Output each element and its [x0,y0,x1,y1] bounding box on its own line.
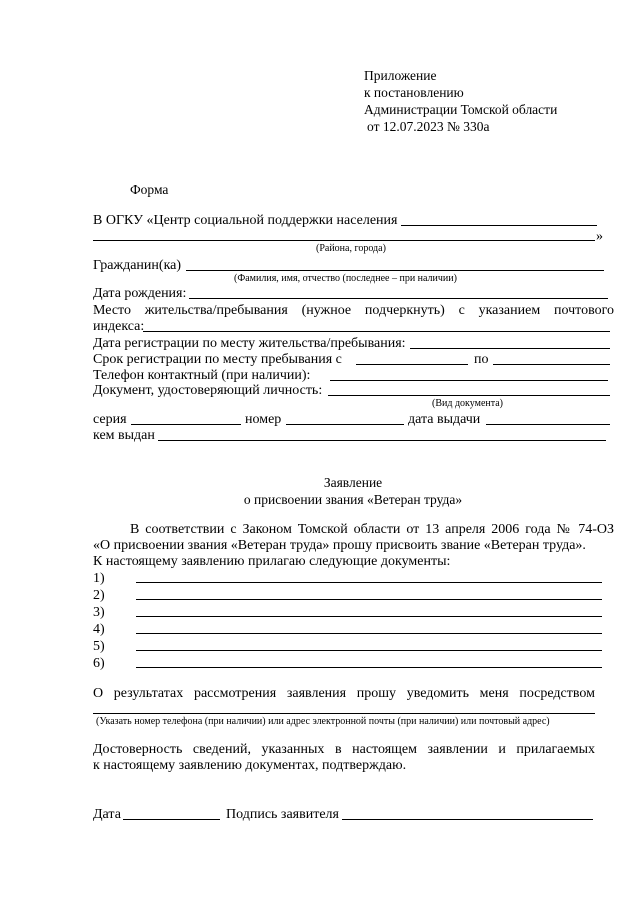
birth-date-line[interactable] [189,298,608,299]
attachments-intro: К настоящему заявлению прилагаю следующие документы: [93,554,451,569]
recipient-closing-quote: » [596,229,603,244]
annex-line-3: Администрации Томской области [364,102,558,117]
reg-residence-line[interactable] [410,348,610,349]
attachment-number: 5) [93,639,105,654]
recipient-prefix: В ОГКУ «Центр социальной поддержки населения [93,213,398,228]
phone-line[interactable] [330,380,608,381]
annex-line-1: Приложение [364,68,437,83]
attachment-number: 6) [93,656,105,671]
residence-line[interactable] [143,331,610,332]
residence-label-line-2: индекса: [93,319,145,334]
date-label: Дата [93,807,121,822]
law-reference-line-1: В соответствии с Законом Томской области от 13 апреля 2006 года № 74-ОЗ [130,522,614,537]
notification-caption: (Указать номер телефона (при наличии) или адрес электронной почты (при наличии) или почтовый адрес) [96,716,550,727]
law-reference-line-2: «О присвоении звания «Ветеран труда» прошу присвоить звание «Ветеран труда». [93,538,586,553]
notification-contact-line[interactable] [93,713,595,714]
attachment-number: 3) [93,605,105,620]
application-title: Заявление [323,475,383,490]
series-label: серия [93,412,127,427]
attachment-line[interactable] [136,650,602,651]
signature-line[interactable] [342,819,593,820]
recipient-district-line[interactable] [401,225,597,226]
annex-line-2: к постановлению [364,85,464,100]
reg-stay-from-line[interactable] [356,364,468,365]
attachment-line[interactable] [136,599,602,600]
application-subtitle: о присвоении звания «Ветеран труда» [243,492,463,507]
confirmation-line-1: Достоверность сведений, указанных в настоящем заявлении и прилагаемых [93,742,595,757]
number-label: номер [245,412,282,427]
attachment-number: 4) [93,622,105,637]
id-doc-line[interactable] [328,395,610,396]
attachment-number: 1) [93,571,105,586]
issue-date-line[interactable] [486,424,610,425]
reg-stay-to-label: по [474,352,489,367]
attachment-number: 2) [93,588,105,603]
recipient-caption: (Района, города) [316,243,386,254]
reg-residence-label: Дата регистрации по месту жительства/пребывания: [93,336,406,351]
series-line[interactable] [131,424,241,425]
notification-request: О результатах рассмотрения заявления прошу уведомить меня посредством [93,686,595,701]
recipient-line-2[interactable] [93,240,595,241]
attachment-line[interactable] [136,616,602,617]
attachment-line[interactable] [136,633,602,634]
citizen-name-line[interactable] [186,270,604,271]
citizen-caption: (Фамилия, имя, отчество (последнее – при наличии) [234,273,457,284]
confirmation-line-2: к настоящему заявлению документах, подтверждаю. [93,758,407,773]
issued-by-label: кем выдан [93,428,155,443]
number-line[interactable] [286,424,404,425]
date-line[interactable] [123,819,220,820]
id-doc-caption: (Вид документа) [432,398,503,409]
attachment-line[interactable] [136,582,602,583]
reg-stay-label: Срок регистрации по месту пребывания с [93,352,342,367]
form-label: Форма [130,182,169,197]
issue-date-label: дата выдачи [408,412,481,427]
annex-line-4: от 12.07.2023 № 330а [367,119,490,134]
citizen-label: Гражданин(ка) [93,258,182,273]
id-doc-label: Документ, удостоверяющий личность: [93,383,323,398]
residence-label-line-1: Место жительства/пребывания (нужное подчеркнуть) с указанием почтового [93,303,614,318]
phone-label: Телефон контактный (при наличии): [93,368,311,383]
issued-by-line[interactable] [158,440,606,441]
signature-label: Подпись заявителя [226,807,339,822]
birth-date-label: Дата рождения: [93,286,187,301]
attachment-line[interactable] [136,667,602,668]
reg-stay-to-line[interactable] [493,364,610,365]
